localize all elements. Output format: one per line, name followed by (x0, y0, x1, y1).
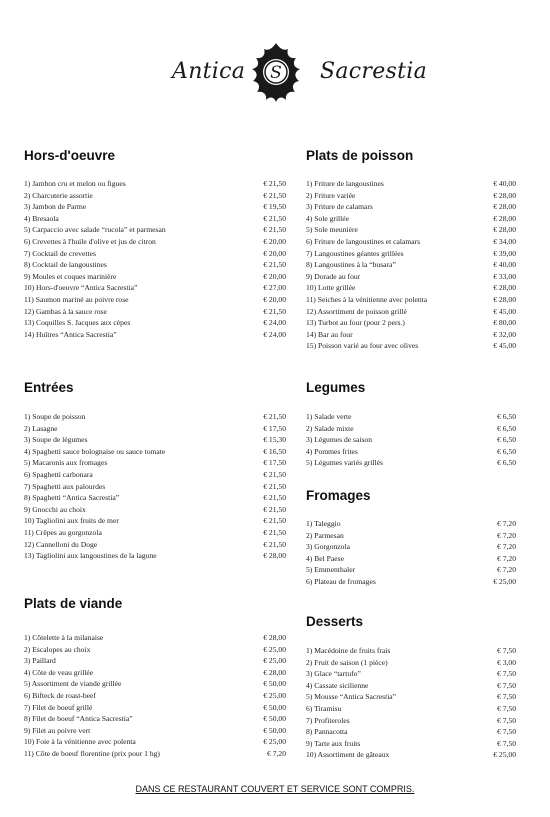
menu-item-name: 8) Langoustines à la “busara” (306, 260, 396, 270)
section-title-desserts: Desserts (306, 614, 364, 629)
menu-item-price: € 28,00 (493, 202, 516, 212)
menu-item-price: € 3,00 (497, 657, 516, 667)
menu-item-name: 7) Filet de boeuf grillé (24, 702, 93, 712)
menu-item-price: € 50,00 (263, 679, 286, 689)
menu-item-name: 8) Pannacotta (306, 727, 348, 737)
menu-item-price: € 7,20 (497, 542, 516, 552)
menu-item-price: € 21,50 (263, 516, 286, 526)
menu-item-name: 2) Friture variée (306, 190, 356, 200)
menu-item-name: 3) Légumes de saison (306, 435, 373, 445)
menu-item (24, 259, 286, 270)
menu-item-name: 5) Sole meunière (306, 225, 358, 235)
menu-item (306, 423, 516, 434)
menu-item-price: € 39,00 (493, 248, 516, 258)
menu-item (306, 340, 516, 351)
menu-item (306, 657, 516, 668)
menu-item (306, 645, 516, 656)
menu-item-price: € 28,00 (263, 667, 286, 677)
menu-item-name: 12) Cannelloni du Doge (24, 539, 98, 549)
menu-item-price: € 21,50 (263, 504, 286, 514)
menu-item-price: € 25,00 (263, 691, 286, 700)
menu-item-name: 2) Lasagne (24, 423, 58, 433)
menu-item-price: € 40,00 (493, 179, 516, 188)
menu-item-name: 3) Paillard (24, 656, 56, 666)
menu-item (306, 236, 516, 247)
menu-item-name: 6) Crevettes à l'huile d'olive et jus de citron (24, 237, 156, 246)
menu-item-name: 2) Fruit de saison (1 pièce) (306, 657, 388, 667)
menu-item-price: € 80,00 (493, 318, 516, 328)
menu-item-name: 13) Turbot au four (pour 2 pers.) (306, 318, 405, 328)
menu-item-price: € 7,50 (497, 704, 516, 713)
restaurant-logo (0, 37, 550, 107)
menu-item (306, 530, 516, 541)
menu-item-price: € 7,50 (497, 715, 516, 725)
menu-item-price: € 6,50 (497, 446, 516, 456)
menu-item (306, 553, 516, 564)
menu-item-price: € 7,50 (497, 738, 516, 748)
service-notice: DANS CE RESTAURANT COUVERT ET SERVICE SONT COMPRIS. (135, 784, 415, 794)
menu-item-name: 2) Escalopes au choix (24, 644, 91, 654)
menu-item-price: € 25,00 (263, 656, 286, 666)
menu-item (306, 680, 516, 691)
menu-item-price: € 21,50 (263, 412, 286, 421)
menu-item (24, 178, 286, 189)
menu-item (24, 504, 286, 515)
menu-item-name: 6) Plateau de fromages (306, 577, 376, 586)
menu-item-name: 8) Filet de boeuf “Antica Sacrestia” (24, 714, 133, 724)
menu-item-name: 15) Poisson varié au four avec olives (306, 341, 419, 351)
menu-item-name: 9) Moules et coques marinière (24, 271, 117, 281)
menu-item-name: 5) Carpaccio avec salade “rucola” et parmesan (24, 225, 166, 235)
svg-text:S: S (270, 63, 282, 83)
menu-item-price: € 21,50 (263, 493, 286, 503)
menu-item (24, 306, 286, 317)
menu-item (24, 248, 286, 259)
menu-item-price: € 7,50 (497, 692, 516, 702)
menu-item-price: € 21,50 (263, 306, 286, 316)
menu-item-name: 4) Cassate sicilienne (306, 680, 369, 690)
menu-item-name: 9) Gnocchi au choix (24, 504, 86, 514)
logo-word-antica: Antica (172, 59, 246, 84)
menu-item (24, 201, 286, 212)
menu-item-price: € 20,00 (263, 295, 286, 304)
menu-item-price: € 28,00 (263, 633, 286, 642)
menu-item (24, 644, 286, 655)
menu-item-price: € 20,00 (263, 237, 286, 246)
menu-item-name: 3) Friture de calamars (306, 202, 373, 212)
menu-item (306, 271, 516, 282)
menu-item-name: 4) Sole grillée (306, 213, 350, 223)
menu-item-name: 7) Cocktail de crevettes (24, 248, 96, 258)
menu-item-price: € 21,50 (263, 539, 286, 549)
menu-item-name: 9) Filet au poivre vert (24, 725, 91, 735)
menu-item-name: 9) Tarte aux fruits (306, 738, 361, 748)
menu-item-name: 6) Friture de langoustines et calamars (306, 237, 421, 246)
menu-item (306, 446, 516, 457)
menu-item-name: 1) Friture de langoustines (306, 179, 384, 188)
menu-item-name: 11) Crêpes au gorgonzola (24, 528, 102, 537)
menu-item-name: 5) Emmenthaler (306, 565, 356, 575)
section-title-fromages: Fromages (306, 488, 371, 503)
menu-item-name: 10) Foie à la vénitienne avec polenta (24, 737, 136, 747)
menu-item-price: € 7,20 (267, 749, 286, 758)
menu-item-price: € 34,00 (493, 237, 516, 246)
menu-item-name: 10) Assortiment de gâteaux (306, 750, 390, 760)
menu-item (306, 703, 516, 714)
menu-item-price: € 21,50 (263, 481, 286, 491)
menu-item (306, 213, 516, 224)
menu-item-price: € 6,50 (497, 435, 516, 445)
menu-item-price: € 50,00 (263, 725, 286, 735)
menu-item-name: 10) Hors-d'oeuvre “Antica Sacrestia” (24, 283, 138, 293)
menu-item (24, 329, 286, 340)
menu-item-price: € 25,00 (263, 737, 286, 747)
menu-item-name: 2) Charcuterie assortie (24, 190, 93, 200)
menu-item-price: € 21,50 (263, 470, 286, 479)
menu-item (24, 446, 286, 457)
menu-item (24, 271, 286, 282)
menu-item-name: 10) Lotte grillée (306, 283, 356, 293)
menu-item-name: 10) Tagliolini aux fruits de mer (24, 516, 119, 526)
menu-item-name: 7) Spaghetti aux palourdes (24, 481, 106, 491)
menu-item-price: € 21,50 (263, 260, 286, 270)
menu-item-name: 5) Macaronis aux fromages (24, 458, 108, 468)
menu-item-price: € 21,50 (263, 225, 286, 235)
menu-item (306, 248, 516, 259)
menu-item-price: € 50,00 (263, 702, 286, 712)
menu-item-name: 11) Côte de boeuf florentine (prix pour 1 hg) (24, 749, 160, 758)
menu-item-price: € 17,50 (263, 423, 286, 433)
menu-item (24, 632, 286, 643)
menu-item (306, 726, 516, 737)
menu-item-name: 4) Bresaola (24, 213, 59, 223)
menu-item-price: € 15,30 (263, 435, 286, 445)
menu-item-name: 7) Langoustines géantes grillées (306, 248, 404, 258)
menu-item-price: € 7,20 (497, 565, 516, 575)
menu-item (24, 469, 286, 480)
menu-item-name: 13) Coquilles S. Jacques aux cèpes (24, 318, 131, 328)
menu-item (24, 713, 286, 724)
menu-item (306, 317, 516, 328)
menu-item (24, 213, 286, 224)
menu-item-name: 4) Côte de veau grillée (24, 667, 94, 677)
menu-item (24, 702, 286, 713)
menu-item-name: 3) Soupe de légumes (24, 435, 88, 445)
menu-item (24, 411, 286, 422)
menu-item-name: 13) Tagliolini aux langoustines de la lagune (24, 551, 157, 561)
menu-item (306, 434, 516, 445)
section-title-plats-de-poisson: Plats de poisson (306, 148, 414, 163)
menu-item (24, 748, 286, 759)
menu-item (306, 178, 516, 189)
menu-item-price: € 20,00 (263, 271, 286, 281)
menu-item (24, 550, 286, 561)
menu-item (306, 306, 516, 317)
menu-item-price: € 28,00 (493, 225, 516, 235)
menu-item (306, 576, 516, 587)
menu-item-price: € 28,00 (493, 295, 516, 304)
menu-item-price: € 28,00 (493, 283, 516, 293)
menu-item-price: € 19,50 (263, 202, 286, 212)
menu-item (306, 224, 516, 235)
menu-item (306, 668, 516, 679)
menu-item-name: 3) Gorgonzola (306, 542, 350, 552)
menu-item-price: € 27,00 (263, 283, 286, 293)
menu-item-price: € 6,50 (497, 423, 516, 433)
menu-item-name: 6) Spaghetti carbonara (24, 470, 93, 479)
menu-item-name: 5) Mousse “Antica Sacrestia” (306, 692, 397, 702)
menu-item (24, 539, 286, 550)
logo-word-sacrestia: Sacrestia (320, 59, 428, 84)
menu-item-price: € 17,50 (263, 458, 286, 468)
menu-item-price: € 7,50 (497, 669, 516, 679)
menu-item-price: € 7,50 (497, 646, 516, 655)
menu-item (306, 259, 516, 270)
menu-item (24, 481, 286, 492)
menu-item (306, 457, 516, 468)
section-title-plats-de-viande: Plats de viande (24, 596, 123, 611)
menu-item-name: 14) Bar au four (306, 329, 353, 339)
menu-item (306, 190, 516, 201)
menu-item-name: 4) Bel Paese (306, 553, 344, 563)
menu-item-price: € 7,20 (497, 519, 516, 528)
menu-item-price: € 6,50 (497, 412, 516, 421)
menu-item-price: € 45,00 (493, 306, 516, 316)
menu-item-name: 11) Saumon mariné au poivre rose (24, 295, 129, 304)
menu-item-name: 1) Macédoine de fruits frais (306, 646, 391, 655)
menu-item (306, 564, 516, 575)
menu-item-name: 1) Jambon cru et melon ou figues (24, 179, 126, 188)
menu-item-price: € 33,00 (493, 271, 516, 281)
menu-item-name: 5) Légumes variés grillés (306, 458, 383, 468)
menu-item-name: 9) Dorade au four (306, 271, 361, 281)
menu-item (306, 691, 516, 702)
menu-item-name: 6) Tiramisu (306, 704, 342, 713)
menu-item (306, 329, 516, 340)
menu-item-name: 6) Bifteck de roast-beef (24, 691, 96, 700)
menu-item-price: € 25,00 (493, 750, 516, 760)
menu-item-name: 7) Profiteroles (306, 715, 350, 725)
menu-item (306, 541, 516, 552)
menu-item (24, 515, 286, 526)
menu-item (306, 201, 516, 212)
menu-item (24, 527, 286, 538)
menu-item-price: € 28,00 (263, 551, 286, 561)
menu-item (24, 736, 286, 747)
menu-item (306, 715, 516, 726)
menu-item-price: € 7,50 (497, 727, 516, 737)
menu-item-price: € 7,20 (497, 530, 516, 540)
menu-item (306, 518, 516, 529)
menu-item-name: 1) Taleggio (306, 519, 341, 528)
menu-item-name: 1) Côtelette à la milanaise (24, 633, 104, 642)
menu-item (24, 725, 286, 736)
menu-item-name: 8) Cocktail de langoustines (24, 260, 107, 270)
menu-item (306, 282, 516, 293)
crest-icon (244, 41, 308, 103)
menu-item (24, 667, 286, 678)
menu-item-price: € 21,50 (263, 213, 286, 223)
menu-item-price: € 21,50 (263, 528, 286, 537)
menu-item (306, 294, 516, 305)
menu-item (24, 690, 286, 701)
menu-item-price: € 28,00 (493, 190, 516, 200)
menu-item-price: € 40,00 (493, 260, 516, 270)
menu-item-name: 1) Salade verte (306, 412, 352, 421)
menu-item (306, 411, 516, 422)
menu-item (24, 678, 286, 689)
menu-item-price: € 28,00 (493, 213, 516, 223)
menu-item-name: 4) Pommes frites (306, 446, 358, 456)
menu-item-price: € 7,20 (497, 553, 516, 563)
menu-item-price: € 7,50 (497, 680, 516, 690)
menu-item-price: € 45,00 (493, 341, 516, 351)
section-title-entrees: Entrées (24, 380, 74, 395)
menu-item-name: 3) Glace “tartufo” (306, 669, 361, 679)
menu-item-price: € 24,00 (263, 318, 286, 328)
menu-item-price: € 16,50 (263, 446, 286, 456)
menu-item-price: € 21,50 (263, 179, 286, 188)
menu-item-price: € 20,00 (263, 248, 286, 258)
menu-item (306, 738, 516, 749)
menu-item-name: 3) Jambon de Parme (24, 202, 87, 212)
menu-item-name: 2) Salade mixte (306, 423, 354, 433)
menu-item (24, 492, 286, 503)
menu-item-price: € 24,00 (263, 329, 286, 339)
menu-item (24, 294, 286, 305)
menu-item-name: 12) Assortiment de poisson grillé (306, 306, 407, 316)
menu-item-name: 2) Parmesan (306, 530, 344, 540)
menu-item-price: € 32,00 (493, 329, 516, 339)
menu-item-name: 8) Spaghetti “Antica Sacrestia” (24, 493, 120, 503)
menu-item (24, 457, 286, 468)
menu-item (24, 282, 286, 293)
menu-item (24, 224, 286, 235)
menu-item-price: € 25,00 (493, 577, 516, 586)
menu-item (24, 190, 286, 201)
menu-item-name: 14) Huîtres “Antica Sacrestia” (24, 329, 117, 339)
menu-item (24, 317, 286, 328)
menu-item-name: 11) Seiches à la vénitienne avec polenta (306, 295, 428, 304)
menu-item (306, 749, 516, 760)
menu-item (24, 236, 286, 247)
section-title-hors-d-oeuvre: Hors-d'oeuvre (24, 148, 115, 163)
section-title-legumes: Legumes (306, 380, 366, 395)
menu-item (24, 434, 286, 445)
menu-item-price: € 25,00 (263, 644, 286, 654)
menu-item-price: € 50,00 (263, 714, 286, 724)
menu-item (24, 655, 286, 666)
menu-item-name: 12) Gambas à la sauce rose (24, 306, 107, 316)
menu-item-name: 5) Assortiment de viande grillée (24, 679, 122, 689)
menu-item-price: € 21,50 (263, 190, 286, 200)
menu-item-name: 1) Soupe de poisson (24, 412, 86, 421)
menu-item-price: € 6,50 (497, 458, 516, 468)
menu-item (24, 423, 286, 434)
menu-item-name: 4) Spaghetti sauce bolognaise ou sauce tomate (24, 446, 166, 456)
